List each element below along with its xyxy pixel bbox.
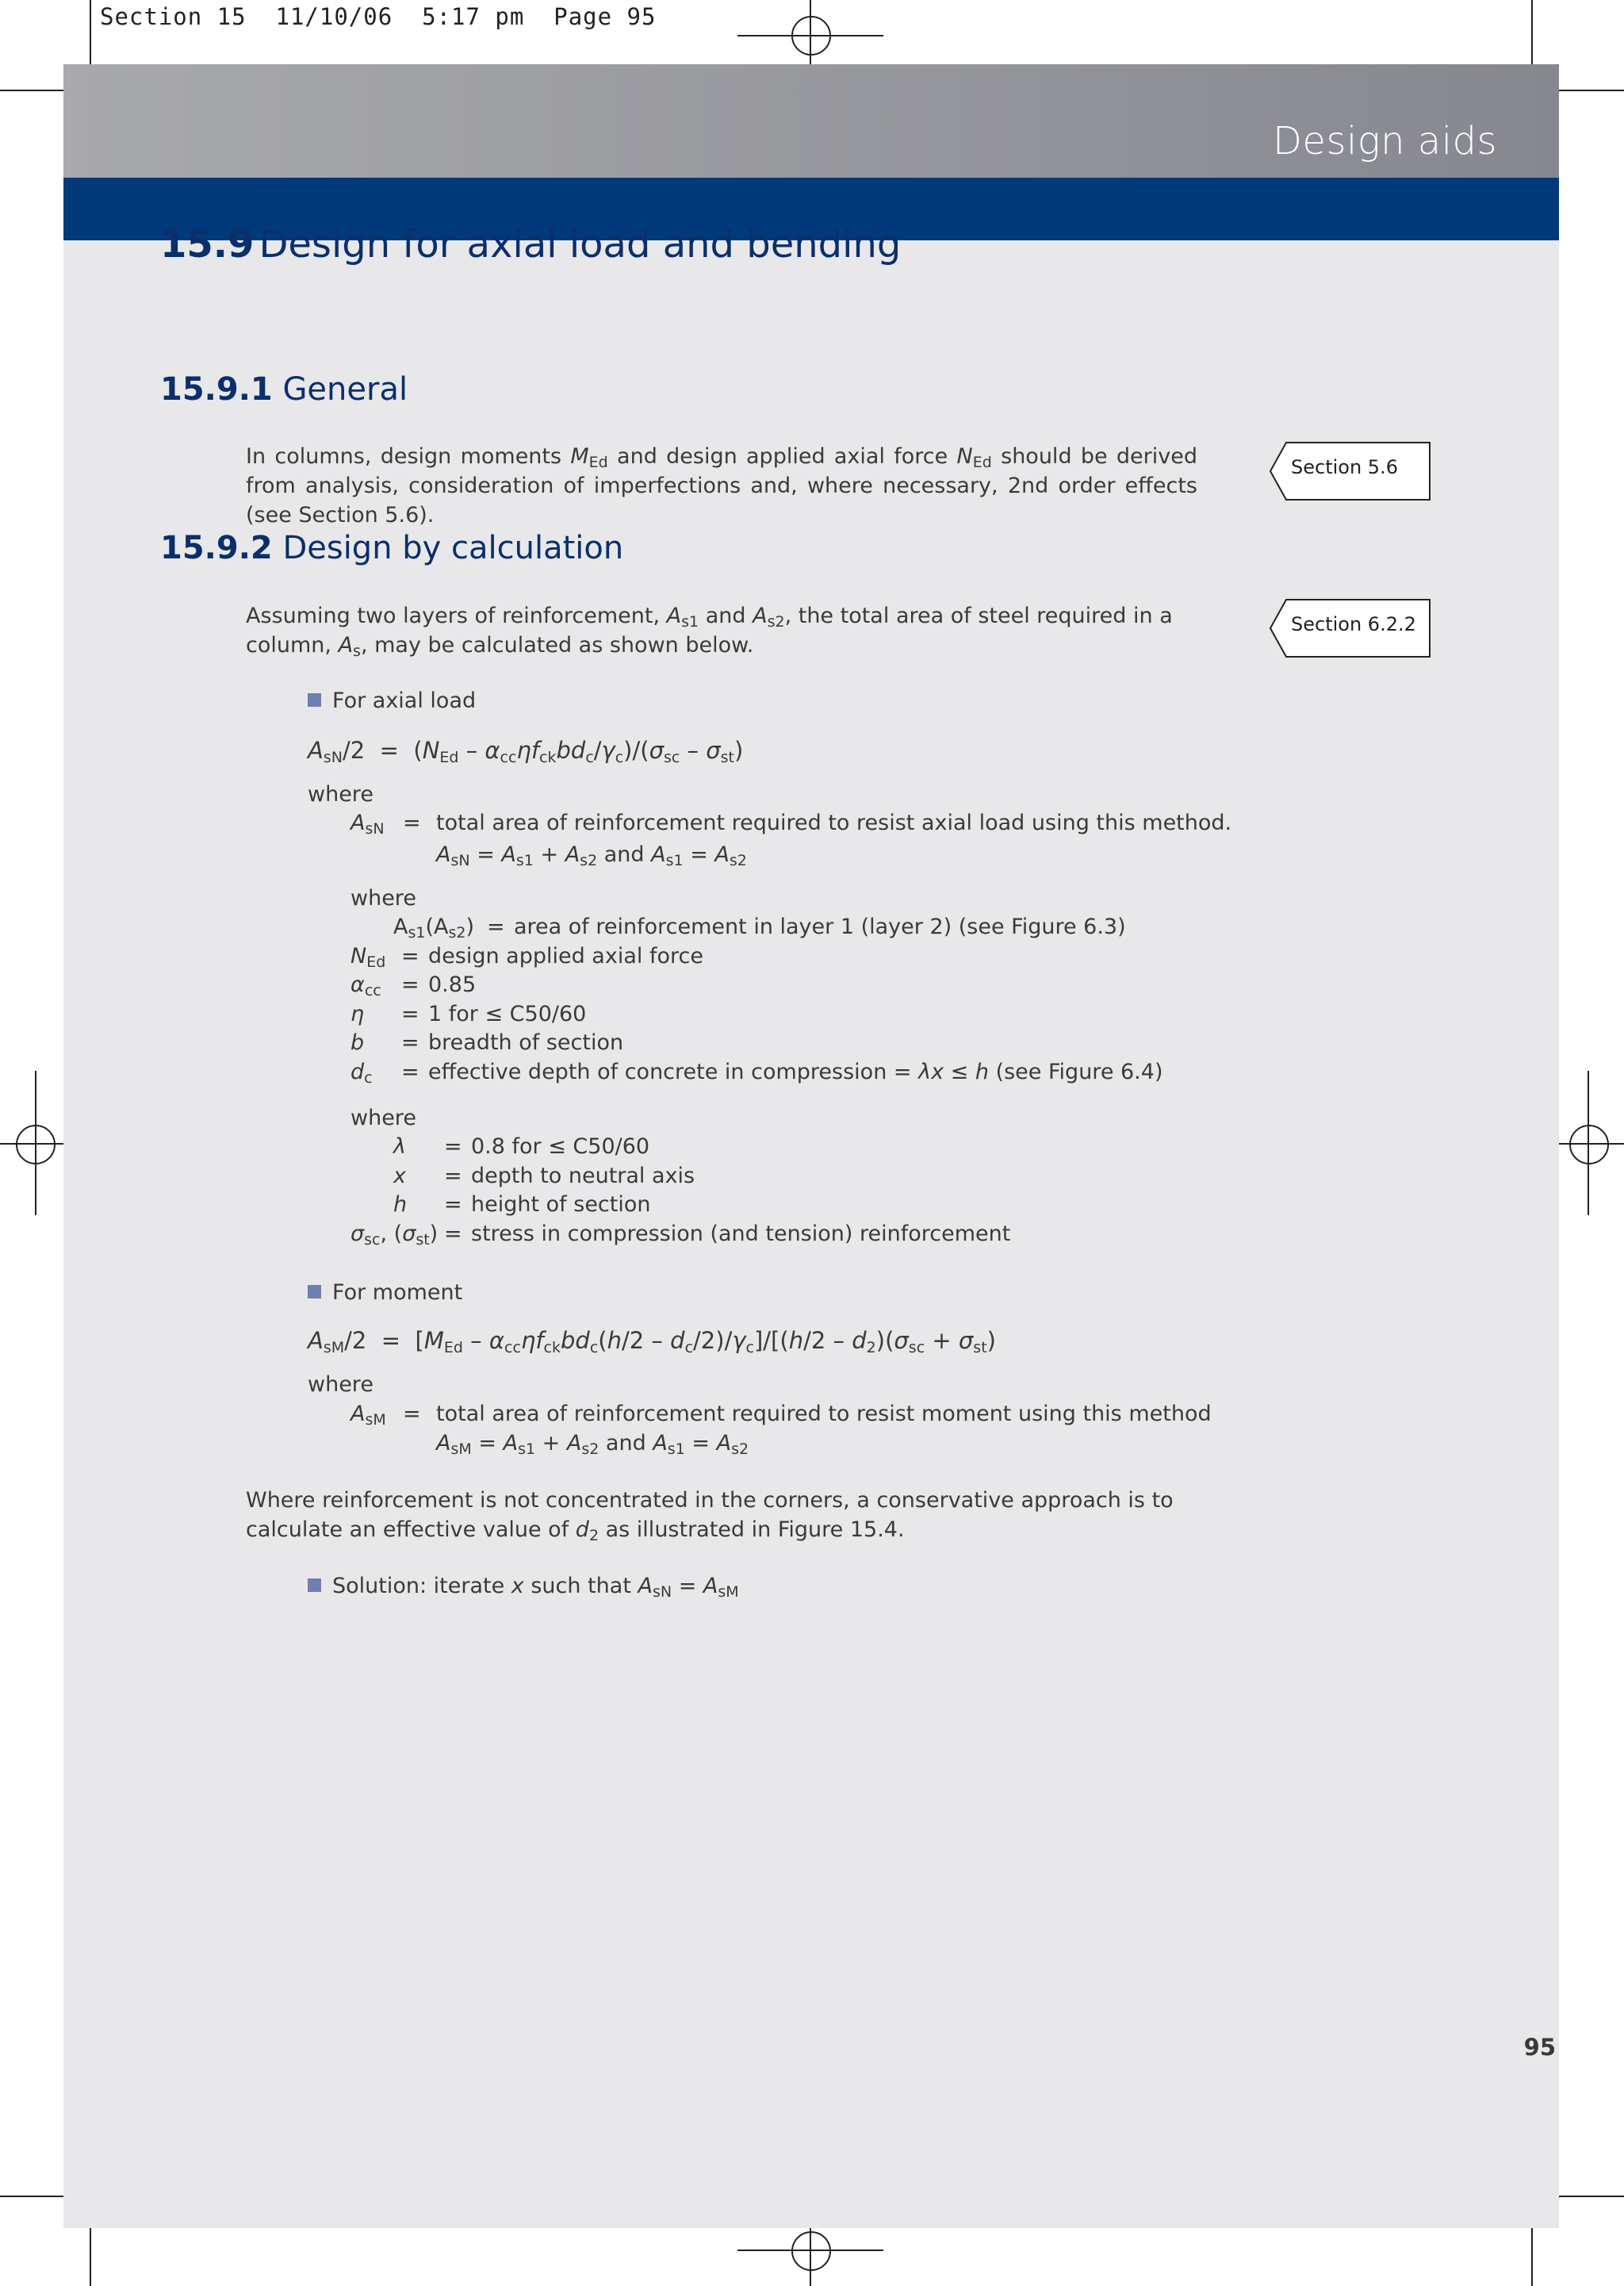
- def-eta: 1 for ≤ C50/60: [428, 1002, 587, 1026]
- crop-mark: [90, 2221, 91, 2286]
- bullet-solution: Solution: iterate x such that $A_{sN} = A_{sM}$: [308, 1574, 739, 1598]
- subsection-title: General: [282, 371, 408, 408]
- def-asM-relation: $A_{sM} = A_{s1} + A_{s2}$ and $A_{s1} = A_{s2}$: [436, 1431, 749, 1458]
- subsection-number: 15.9.1: [160, 371, 273, 408]
- general-paragraph: In columns, design moments $M_{Ed}$ and design applied axial force $N_{Ed}$ should be derived from analysis, consideration of imperfections and, where necessary, 2nd order effects (see Section 5.6).: [246, 444, 1198, 527]
- def-equals: =: [403, 811, 421, 835]
- def-equals: =: [444, 1222, 462, 1246]
- def-acc: 0.85: [428, 972, 477, 997]
- def-symbol: η: [350, 1002, 365, 1026]
- where-label: where: [308, 782, 373, 807]
- margin-ref-tab: [1269, 441, 1427, 498]
- subsection-heading-general: [160, 371, 408, 408]
- crop-mark: [1531, 2221, 1533, 2286]
- bullet-marker: [308, 1285, 321, 1298]
- def-symbol: $d_c$: [350, 1060, 373, 1087]
- def-h: height of section: [471, 1192, 651, 1217]
- def-equals: =: [401, 944, 419, 968]
- equation-moment: $A_{sM}/2 = [M_{Ed} - \alpha_{cc}\eta f_{ck}bd_c(h/2 - d_c/2)/\gamma_c]/[(h/2 - d_2)(\sigma_{sc} + \sigma_{st})$: [308, 1327, 996, 1356]
- def-asM: total area of reinforcement required to resist moment using this method: [436, 1402, 1212, 1426]
- crop-mark: [1531, 0, 1533, 67]
- def-equals: =: [444, 1192, 462, 1217]
- equation-axial: $A_{sN}/2 = (N_{Ed} - \alpha_{cc}\eta f_{ck}bd_c/\gamma_c)/(\sigma_{sc} - \sigma_{st})$: [308, 737, 744, 766]
- def-asN: total area of reinforcement required to resist axial load using this method.: [436, 811, 1232, 835]
- bullet-axial-load: [308, 688, 476, 713]
- bullet-marker: [308, 1578, 321, 1592]
- registration-mark: [791, 2231, 831, 2271]
- def-equals: =: [401, 1030, 419, 1055]
- where-label: where: [350, 1106, 416, 1130]
- crop-mark: [1557, 2196, 1624, 2197]
- def-dc-text: effective depth of concrete in compression =: [428, 1060, 919, 1084]
- def-equals: =: [401, 1060, 419, 1084]
- def-equals: =: [401, 1002, 419, 1026]
- crop-mark: [0, 90, 67, 91]
- def-dc: effective depth of concrete in compression = λx ≤ h (see Figure 6.4): [428, 1060, 1163, 1084]
- def-symbol: $A_{sN}$: [350, 811, 385, 838]
- def-asN-relation: $A_{sN} = A_{s1} + A_{s2}$ and $A_{s1} = A_{s2}$: [436, 842, 747, 869]
- def-symbol: $A_{s1}(A_{s2})$: [393, 915, 475, 942]
- page-number: 95: [1523, 2034, 1556, 2061]
- def-x: depth to neutral axis: [471, 1164, 695, 1188]
- subsection-title: Design by calculation: [282, 530, 624, 566]
- subsection-number: 15.9.2: [160, 530, 273, 566]
- def-lambda: 0.8 for ≤ C50/60: [471, 1134, 650, 1159]
- def-symbol: b: [350, 1030, 365, 1055]
- def-equals: =: [444, 1134, 462, 1159]
- def-equals: =: [401, 972, 419, 997]
- def-symbol: x: [393, 1164, 406, 1188]
- slug-line: Section 15 11/10/06 5:17 pm Page 95: [100, 3, 657, 30]
- section-title: Design for axial load and bending: [259, 222, 902, 267]
- def-symbol: $A_{sM}$: [350, 1402, 386, 1429]
- def-ned: design applied axial force: [428, 944, 703, 968]
- header-title: Design aids: [1272, 119, 1497, 163]
- def-symbol: $N_{Ed}$: [350, 944, 386, 971]
- crop-mark: [0, 2196, 67, 2197]
- margin-ref-tab: [1269, 598, 1427, 655]
- def-equals: =: [444, 1164, 462, 1188]
- def-symbol: h: [393, 1192, 408, 1217]
- margin-ref-label: Section 6.2.2: [1291, 613, 1416, 635]
- def-symbol: $\sigma_{sc}$, $(\sigma_{st})$: [350, 1222, 439, 1248]
- conservative-approach-paragraph: Where reinforcement is not concentrated in the corners, a conservative approach is to calculate an effective value of $d_2$ as illustrated in Figure 15.4.: [246, 1488, 1174, 1544]
- bullet-label: For axial load: [332, 688, 477, 713]
- registration-mark: [16, 1125, 56, 1164]
- calculation-intro-paragraph: Assuming two layers of reinforcement, $A_{s1}$ and $A_{s2}$, the total area of steel required in a column, $A_s$, may be calculated as shown below.: [246, 604, 1173, 660]
- registration-mark: [1569, 1125, 1609, 1164]
- def-equals: =: [403, 1402, 421, 1426]
- def-b: breadth of section: [428, 1030, 624, 1055]
- crop-mark: [1557, 90, 1624, 91]
- where-label: where: [350, 886, 416, 911]
- where-label: where: [308, 1372, 373, 1397]
- def-as1: area of reinforcement in layer 1 (layer 2) (see Figure 6.3): [514, 915, 1126, 939]
- def-symbol: $\alpha_{cc}$: [350, 972, 381, 999]
- def-sigma: stress in compression (and tension) reinforcement: [471, 1222, 1011, 1246]
- section-heading: [160, 222, 901, 267]
- margin-ref-label: Section 5.6: [1291, 456, 1398, 478]
- bullet-label: Solution: iterate: [332, 1574, 511, 1598]
- def-symbol: λ: [393, 1134, 406, 1159]
- bullet-moment: [308, 1280, 462, 1305]
- bullet-marker: [308, 693, 321, 707]
- crop-mark: [90, 0, 91, 67]
- subsection-heading-calculation: [160, 530, 623, 566]
- bullet-label: For moment: [332, 1280, 463, 1305]
- registration-mark: [791, 16, 831, 56]
- section-number: 15.9: [160, 222, 255, 267]
- def-equals: =: [487, 915, 505, 939]
